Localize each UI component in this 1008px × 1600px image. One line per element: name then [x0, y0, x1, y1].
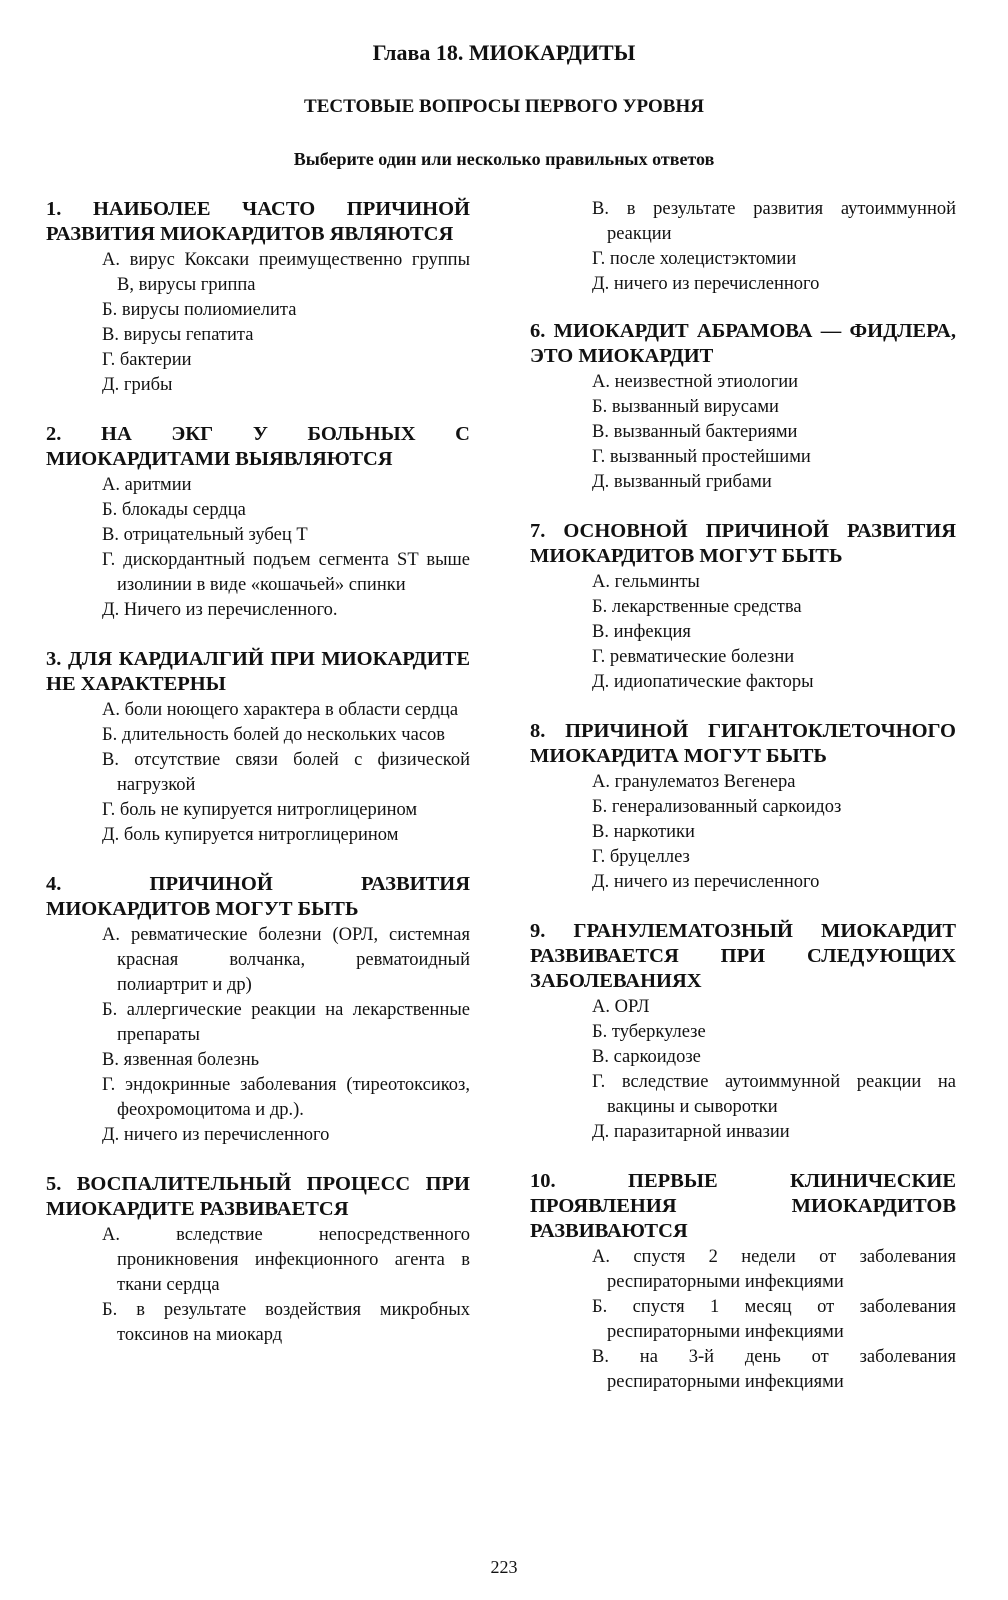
- answer-option: Г. эндокринные заболевания (тиреотоксикоз, феохромоцитома и др.).: [102, 1075, 470, 1120]
- answer-options: [530, 570, 956, 695]
- question-title: 2. НА ЭКГ У БОЛЬНЫХ С МИОКАРДИТАМИ ВЫЯВЛЯЮТСЯ: [46, 423, 470, 470]
- answer-options: [530, 770, 956, 895]
- answer-option: В. в результате развития аутоиммунной реакции: [592, 199, 956, 244]
- question-2: [46, 422, 470, 623]
- answer-option: А. неизвестной этиологии: [592, 372, 799, 392]
- answer-option: А. ОРЛ: [592, 997, 650, 1017]
- answer-option: В. вызванный бактериями: [592, 422, 798, 442]
- answer-options: [46, 698, 470, 848]
- chapter-title: Глава 18. МИОКАРДИТЫ: [372, 40, 636, 65]
- answer-option: Б. длительность болей до нескольких часов: [102, 725, 446, 745]
- answer-option: Б. аллергические реакции на лекарственные препараты: [102, 1000, 470, 1045]
- answer-option: В. язвенная болезнь: [102, 1050, 260, 1070]
- answer-option: А. вследствие непосредственного проникновения инфекционного агента в ткани сердца: [102, 1225, 470, 1295]
- answer-option: Б. блокады сердца: [102, 500, 246, 520]
- answer-option: Г. ревматические болезни: [592, 647, 795, 667]
- answer-option: Д. паразитарной инвазии: [592, 1122, 790, 1142]
- answer-option: А. боли ноющего характера в области сердца: [102, 700, 459, 720]
- answer-option: Г. боль не купируется нитроглицерином: [102, 800, 418, 820]
- answer-option: В. вирусы гепатита: [102, 325, 254, 345]
- answer-option: Д. Ничего из перечисленного.: [102, 600, 338, 620]
- answer-option: Д. вызванный грибами: [592, 472, 772, 492]
- answer-options: [46, 1223, 470, 1348]
- answer-option: Д. ничего из перечисленного: [592, 872, 820, 892]
- answer-option: В. отрицательный зубец Т: [102, 525, 308, 545]
- answer-options: [46, 473, 470, 623]
- answer-option: Б. спустя 1 месяц от заболевания респираторными инфекциями: [592, 1297, 956, 1342]
- answer-option: Б. в результате воздействия микробных токсинов на миокард: [102, 1300, 470, 1345]
- answer-option: Г. после холецистэктомии: [592, 249, 797, 269]
- answer-option: Г. вызванный простейшими: [592, 447, 811, 467]
- answer-options-continued: [530, 197, 956, 297]
- answer-option: В. отсутствие связи болей с физической нагрузкой: [102, 750, 470, 795]
- question-title: 5. ВОСПАЛИТЕЛЬНЫЙ ПРОЦЕСС ПРИ МИОКАРДИТЕ РАЗВИВАЕТСЯ: [46, 1173, 470, 1220]
- answer-option: Б. лекарственные средства: [592, 597, 802, 617]
- answer-option: Б. генерализованный саркоидоз: [592, 797, 842, 817]
- answer-options: [530, 1245, 956, 1395]
- answer-options: [46, 923, 470, 1148]
- answer-option: Д. ничего из перечисленного: [102, 1125, 330, 1145]
- section-title: ТЕСТОВЫЕ ВОПРОСЫ ПЕРВОГО УРОВНЯ: [304, 96, 704, 117]
- question-5: [46, 1172, 470, 1348]
- question-title: 4. ПРИЧИНОЙ РАЗВИТИЯ МИОКАРДИТОВ МОГУТ БЫТЬ: [46, 873, 470, 920]
- answer-option: А. ревматические болезни (ОРЛ, системная красная волчанка, ревматоидный полиартрит и др): [102, 925, 470, 995]
- question-8: [530, 719, 956, 895]
- page-number: 223: [490, 1557, 518, 1577]
- answer-option: В. на 3-й день от заболевания респираторными инфекциями: [592, 1347, 956, 1392]
- answer-options: [530, 370, 956, 495]
- answer-option: Д. боль купируется нитроглицерином: [102, 825, 399, 845]
- answer-option: Д. идиопатические факторы: [592, 672, 814, 692]
- answer-option: Б. туберкулезе: [592, 1022, 706, 1042]
- instruction: Выберите один или несколько правильных ответов: [293, 149, 715, 169]
- answer-options: [46, 248, 470, 398]
- answer-options: [530, 995, 956, 1145]
- question-title: 9. ГРАНУЛЕМАТОЗНЫЙ МИОКАРДИТ РАЗВИВАЕТСЯ ПРИ СЛЕДУЮЩИХ ЗАБОЛЕВАНИЯХ: [530, 920, 956, 992]
- question-9: [530, 919, 956, 1145]
- question-7: [530, 519, 956, 695]
- question-3: [46, 647, 470, 848]
- question-title: 3. ДЛЯ КАРДИАЛГИЙ ПРИ МИОКАРДИТЕ НЕ ХАРАКТЕРНЫ: [46, 648, 470, 695]
- answer-option: А. аритмии: [102, 475, 192, 495]
- answer-option: Г. бруцеллез: [592, 847, 690, 867]
- question-10: [530, 1169, 956, 1395]
- answer-option: Г. вследствие аутоиммунной реакции на вакцины и сыворотки: [592, 1072, 956, 1117]
- question-6: [530, 319, 956, 495]
- question-title: 7. ОСНОВНОЙ ПРИЧИНОЙ РАЗВИТИЯ МИОКАРДИТОВ МОГУТ БЫТЬ: [530, 520, 956, 567]
- answer-option: Д. грибы: [102, 375, 173, 395]
- answer-option: А. вирус Коксаки преимущественно группы В, вирусы гриппа: [102, 250, 470, 295]
- answer-option: Б. вирусы полиомиелита: [102, 300, 297, 320]
- answer-option: А. гельминты: [592, 572, 700, 592]
- question-1: [46, 197, 470, 398]
- answer-option: Г. бактерии: [102, 350, 192, 370]
- answer-option: Г. дискордантный подъем сегмента ST выше изолинии в виде «кошачьей» спинки: [102, 550, 470, 595]
- question-title: 8. ПРИЧИНОЙ ГИГАНТОКЛЕТОЧНОГО МИОКАРДИТА МОГУТ БЫТЬ: [530, 720, 956, 767]
- question-title: 10. ПЕРВЫЕ КЛИНИЧЕСКИЕ ПРОЯВЛЕНИЯ МИОКАРДИТОВ РАЗВИВАЮТСЯ: [530, 1170, 956, 1242]
- answer-option: В. саркоидозе: [592, 1047, 701, 1067]
- question-title: 1. НАИБОЛЕЕ ЧАСТО ПРИЧИНОЙ РАЗВИТИЯ МИОКАРДИТОВ ЯВЛЯЮТСЯ: [46, 198, 470, 245]
- answer-option: А. спустя 2 недели от заболевания респираторными инфекциями: [592, 1247, 956, 1292]
- answer-option: В. наркотики: [592, 822, 695, 842]
- answer-option: В. инфекция: [592, 622, 691, 642]
- right-column: [530, 197, 956, 1419]
- left-column: [46, 197, 470, 1372]
- answer-option: Д. ничего из перечисленного: [592, 274, 820, 294]
- answer-option: А. гранулематоз Вегенера: [592, 772, 796, 792]
- answer-option: Б. вызванный вирусами: [592, 397, 779, 417]
- question-4: [46, 872, 470, 1148]
- question-title: 6. МИОКАРДИТ АБРАМОВА — ФИДЛЕРА, ЭТО МИОКАРДИТ: [530, 320, 956, 367]
